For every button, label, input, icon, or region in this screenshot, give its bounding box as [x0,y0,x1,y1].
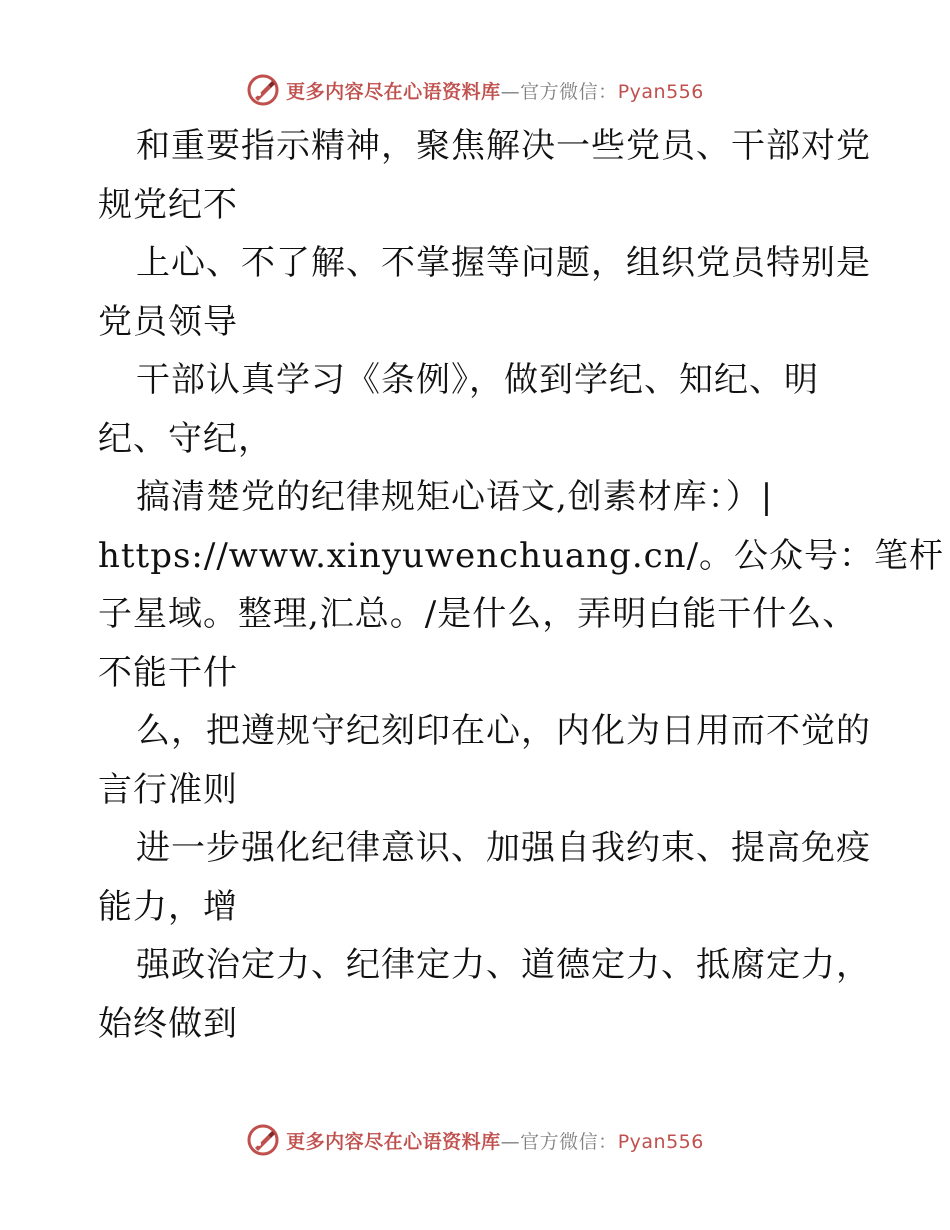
header-dash: — [500,80,521,103]
header-banner [0,70,950,110]
body-line: 么，把遵规守纪刻印在心，内化为日用而不觉的 [136,711,871,751]
body-line: 子星域。整理,汇总。/是什么，弄明白能干什么、 [98,594,858,634]
body-line: 规党纪不 [98,184,238,225]
body-line: 搞清楚党的纪律规矩心语文,创素材库：）| [136,477,774,517]
header-banner-text [286,77,704,104]
footer-dash: — [500,1130,521,1153]
footer-site-name: 更多内容尽在心语资料库 [286,1130,501,1153]
footer-wechat-label: 官方微信： [520,1130,618,1153]
header-site-name: 更多内容尽在心语资料库 [286,80,501,103]
header-banner-inner [246,73,704,107]
footer-banner-text [286,1127,704,1154]
body-line: 党员领导 [98,301,238,342]
body-line: 不能干什 [98,652,238,693]
pen-logo-icon [246,1123,280,1157]
body-line: 始终做到 [98,1003,238,1044]
header-wechat-label: 官方微信： [520,80,618,103]
header-wechat-handle: Pyan556 [617,80,704,103]
body-line: 强政治定力、纪律定力、道德定力、抵腐定力， [136,945,871,985]
body-line: 上心、不了解、不掌握等问题，组织党员特别是 [136,243,871,283]
footer-banner-inner [246,1123,704,1157]
body-line: 能力，增 [98,886,238,927]
body-line: 和重要指示精神，聚焦解决一些党员、干部对党 [136,126,871,166]
pen-logo-icon [246,73,280,107]
body-line: 干部认真学习《条例》，做到学纪、知纪、明 [136,360,819,400]
footer-banner [0,1120,950,1160]
body-line: 进一步强化纪律意识、加强自我约束、提高免疫 [136,828,871,868]
body-line: 纪、守纪， [98,418,273,459]
footer-wechat-handle: Pyan556 [617,1130,704,1153]
body-line-url: https://www.xinyuwenchuang.cn/。公众号：笔杆 [98,535,945,576]
body-line: 言行准则 [98,769,238,810]
document-body [98,117,945,1053]
